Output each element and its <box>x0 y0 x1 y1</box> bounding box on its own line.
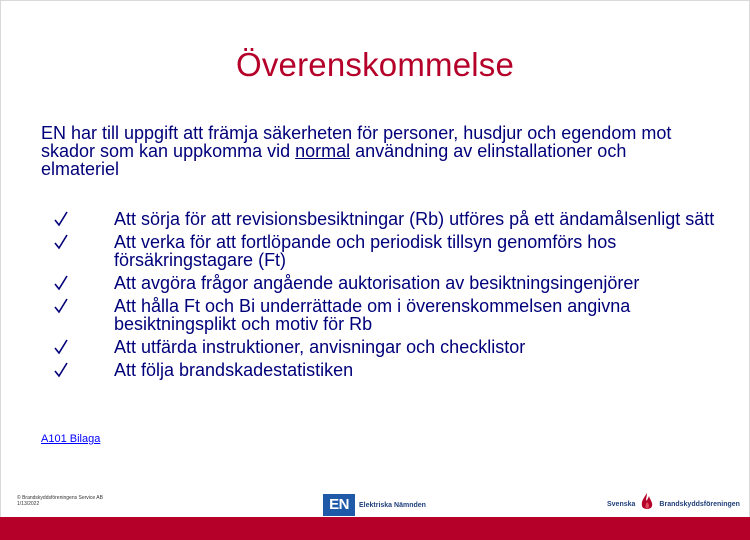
elektriska-namnden-logo <box>323 494 426 516</box>
intro-text-start: EN har till uppgift att främja säkerheten för personer, husdjur och egendom mot skador som kan uppkomma vid <box>41 123 672 161</box>
checklist-item-text: Att utfärda instruktioner, anvisningar och checklistor <box>114 337 526 357</box>
intro-text-end: användning av elinstallationer och elmateriel <box>41 141 627 179</box>
en-logo-mark: EN <box>323 494 355 516</box>
checkmark-icon <box>54 275 68 291</box>
checklist-item <box>54 338 734 356</box>
checkmark-icon <box>54 362 68 378</box>
footer-copyright <box>17 495 103 507</box>
intro-paragraph <box>41 124 681 178</box>
intro-underlined-word: normal <box>295 141 351 161</box>
checkmark-icon <box>54 339 68 355</box>
checklist-item <box>54 233 734 269</box>
checklist-item <box>54 210 734 228</box>
checkmark-icon <box>54 234 68 250</box>
checklist <box>54 210 734 379</box>
checklist-item-text: Att sörja för att revisionsbesiktningar (Rb) utföres på ett ändamålsenligt sätt <box>114 209 715 229</box>
checkmark-icon <box>54 298 68 314</box>
slide-title: Överenskommelse <box>235 46 515 83</box>
checklist-item <box>54 297 734 333</box>
copyright-text: © Brandskyddsföreningens Service AB <box>17 495 103 501</box>
en-logo-text: Elektriska Nämnden <box>359 501 426 509</box>
flame-logo-icon <box>638 492 656 517</box>
brandskyddsforeningen-logo <box>607 494 740 514</box>
checklist-item <box>54 274 734 292</box>
bilaga-link[interactable]: A101 Bilaga <box>41 433 101 445</box>
checklist-item <box>54 361 734 379</box>
bottom-bar <box>0 517 750 540</box>
sbf-logo-name: Brandskyddsföreningen <box>659 500 740 508</box>
checklist-item-text: Att hålla Ft och Bi underrättade om i överenskommelsen angivna besiktningsplikt och motiv för Rb <box>114 296 631 334</box>
checklist-item-text: Att verka för att fortlöpande och periodisk tillsyn genomförs hos försäkringstagare (Ft) <box>114 232 617 270</box>
checkmark-icon <box>54 211 68 227</box>
checklist-item-text: Att avgöra frågor angående auktorisation av besiktningsingenjörer <box>114 273 640 293</box>
checklist-item-text: Att följa brandskadestatistiken <box>114 360 354 380</box>
footer-date: 1/13/2022 <box>17 501 40 507</box>
sbf-logo-prefix: Svenska <box>607 500 636 508</box>
